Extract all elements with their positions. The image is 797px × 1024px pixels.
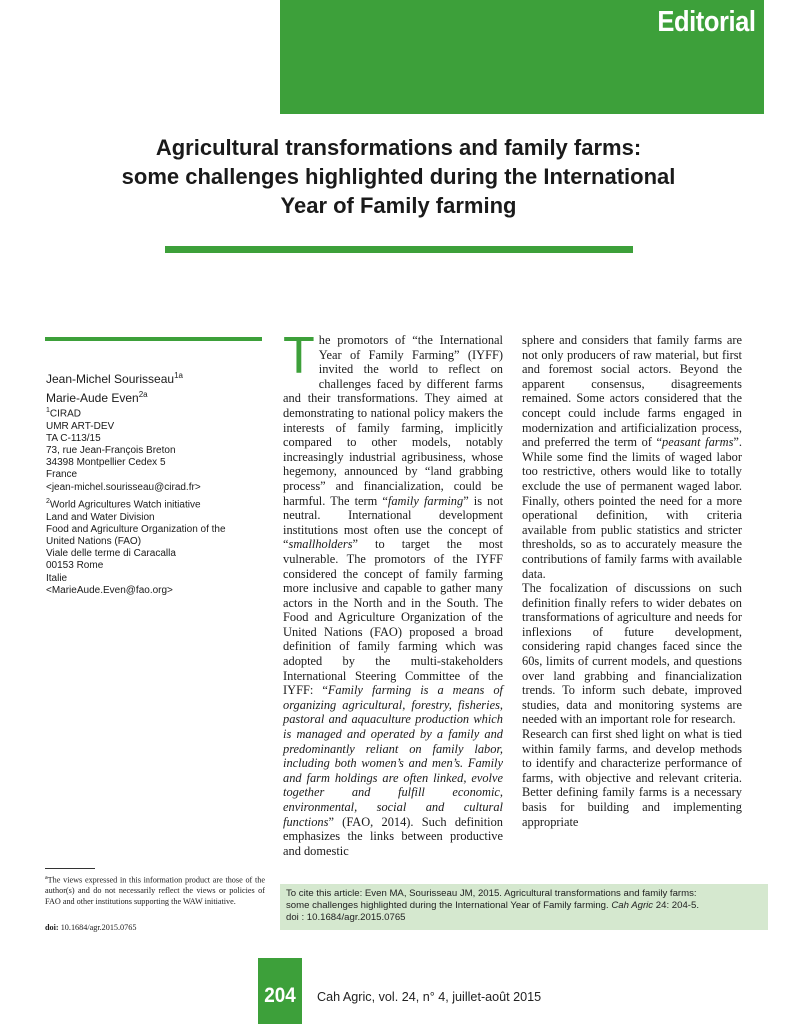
footnote-divider [45,868,95,869]
paragraph: The focalization of discussions on such definition finally refers to wider debates on transformations of agriculture and needs for inflexions of future development, considering rapid changes faced since the 60s, limits of current models, and questions over land grabbing and financialization trends. To inform such debate, improved studies, data and monitoring systems are needed with an important role for research. [522,581,742,727]
page-number-box [258,958,302,1024]
affiliation-1: $^1$CIRAD UMR ART-DEV TA C-113/15 73, rue Jean-François Breton 34398 Montpellier Cedex 5 France <jean-michel.sourisseau@cirad.fr> [46,405,271,494]
body-column-2 [522,333,742,829]
doi: doi: 10.1684/agr.2015.0765 [45,923,137,932]
paragraph: Research can first shed light on what is tied within family farms, and develop methods to identify and characterize performance of farms, with objective and relevant criteria. Better defining family farms is a necessary basis for building and implementing appropriate [522,727,742,829]
sidebar-divider [45,337,262,341]
footnote: $^a$The views expressed in this information product are those of the author(s) and do not necessarily reflect the views or policies of FAO and other institutions supporting the WAW initiative. [45,875,265,906]
body-column-1 [283,327,504,858]
journal-info: Cah Agric, vol. 24, n° 4, juillet-août 2015 [317,990,542,1004]
title-line: some challenges highlighted during the International [121,164,676,189]
author: Jean-Michel Sourisseau$^{1a}$ [46,371,183,386]
citation-box: To cite this article: Even MA, Sourisseau JM, 2015. Agricultural transformations and family farms: some challenges highlighted during the International Year of Family farming. Cah Agric 24: 204-5. doi : 10.1684/agr.2015.0765 [280,884,768,930]
citation-doi[interactable]: doi : 10.1684/agr.2015.0765 [286,912,406,923]
email-link[interactable]: <jean-michel.sourisseau@cirad.fr> [46,481,201,493]
email-link[interactable]: <MarieAude.Even@fao.org> [46,584,173,596]
doi-link[interactable]: 10.1684/agr.2015.0765 [60,923,137,932]
paragraph: The promotors of “the International Year of Family Farming” (IYFF) invited the world to reflect on challenges faced by different farms and their transformations. They aimed at demonstrating to national policy makers the interests of family farming, implicitly compared to other models, notably increasingly industrial agribusiness, whose hegemony, announced by “land grabbing process” and financialization, could be harmful. The term “family farming” is not neutral. International development institutions most often use the concept of “smallholders” to target the most vulnerable. The promotors of the IYFF considered the concept of family farming more inclusive and capable to gather many actors in the North and in the South. The Food and Agriculture Organization of the United Nations (FAO) proposed a broad definition of family farming which was adopted by the multi-stakeholders International Steering Committee of the IYFF: “Family farming is a means of organizing agricultural, forestry, fisheries, pastoral and aquaculture production which is managed and operated by a family and predominantly reliant on family labor, including both women’s and men’s. Family and farm holdings are often linked, evolve together and fulfill economic, environmental, social and cultural functions” (FAO, 2014). Such definition emphasizes the links between productive and domestic [283,327,504,858]
author: Marie-Aude Even$^{2a}$ [46,390,148,405]
section-label: Editorial [657,6,756,38]
title-divider [165,246,633,253]
author-list [46,368,266,406]
editorial-banner [280,0,764,114]
title-line: Agricultural transformations and family farms: [155,135,642,160]
title-line: Year of Family farming [280,193,517,218]
article-title [40,133,757,220]
drop-cap: T [283,327,315,385]
affiliation-2: $^2$World Agricultures Watch initiative Land and Water Division Food and Agriculture Organization of the United Nations (FAO) Viale delle terme di Caracalla 00153 Rome Italie <MarieAude.Even@fao.org> [46,496,271,597]
paragraph: sphere and considers that family farms are not only producers of raw material, but first and foremost social actors. Beyond the apparent consensus, disagreements remained. Some actors considered that the concept could include farms engaged in modernization and artificialization process, and preferred the term of “peasant farms”. While some find the limits of waged labor too restrictive, others would like to totally exclude the use of permanent waged labor. Finally, others pointed the need for a more operational definition, with criteria available from public statistics and stricter thresholds, so as to accurately measure the contributions of family farms with available data. [522,333,743,581]
page-number: 204 [264,984,296,1007]
